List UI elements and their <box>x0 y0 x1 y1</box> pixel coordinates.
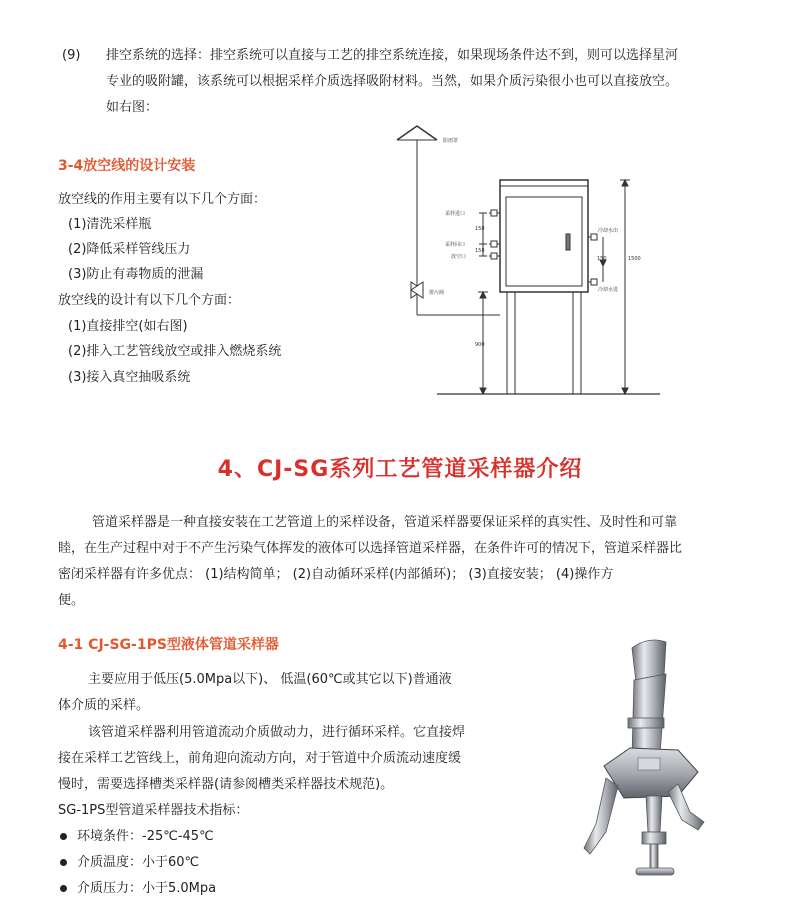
list-item: (3)接入真空抽吸系统 <box>68 370 191 385</box>
list-item: (1)清洗采样瓶 <box>68 217 152 232</box>
paragraph-line: 慢时，需要选择槽类采样器(请参阅槽类采样器技术规范)。 <box>58 777 394 792</box>
door-handle <box>566 234 570 250</box>
spec-heading: SG-1PS型管道采样器技术指标： <box>58 803 249 818</box>
list-item: (3)防止有毒物质的泄漏 <box>68 267 204 282</box>
paragraph-line: 睦，在生产过程中对于不产生污染气体挥发的液体可以选择管道采样器，在条件许可的情况下，管道采样器比 <box>58 541 683 556</box>
bullet-icon <box>60 885 67 892</box>
paragraph-line: 接在采样工艺管线上，前角迎向流动方向，对于管道中介质流动速度缓 <box>58 751 462 766</box>
pipeline-sampler-photo <box>566 636 736 886</box>
list-item: (2)排入工艺管线放空或排入燃烧系统 <box>68 344 282 359</box>
main-heading: 4、CJ-SG系列工艺管道采样器介绍 <box>217 457 583 482</box>
list-item: 介质压力：小于5.0Mpa <box>60 876 216 902</box>
label-sample-return: 采样回口 <box>445 242 466 248</box>
paragraph-line: 便。 <box>58 593 85 608</box>
dim-150-b: 150 <box>475 248 485 254</box>
paragraph-line: 体介质的采样。 <box>58 698 150 713</box>
list-item: 环境条件：-25℃-45℃ <box>60 824 214 850</box>
item-number: (9) <box>62 48 81 63</box>
list-item: (1)直接排空(如右图) <box>68 319 188 334</box>
label-cooling-in: 冷却水进 <box>598 287 619 293</box>
dim-150-a: 150 <box>475 226 485 232</box>
dim-150-c: 150 <box>597 256 607 262</box>
section-heading: 4-1 CJ-SG-1PS型液体管道采样器 <box>58 637 279 653</box>
vent-installation-diagram <box>385 120 675 410</box>
paragraph-line: 如右图： <box>106 100 159 115</box>
paragraph-line: 该管道采样器利用管道流动介质做动力，进行循环采样。它直接焊 <box>88 725 466 740</box>
label-sample-inlet: 采样进口 <box>445 211 466 217</box>
dim-1500: 1500 <box>628 256 641 262</box>
label-rain-cap: 防雨罩 <box>443 138 459 144</box>
paragraph-line: 管道采样器是一种直接安装在工艺管道上的采样设备，管道采样器要保证采样的真实性、及时性和可靠 <box>92 515 678 530</box>
paragraph-line: 密闭采样器有许多优点： (1)结构简单； (2)自动循环采样(内部循环)； (3)直接安装； (4)操作方 <box>58 567 614 582</box>
paragraph-line: 专业的吸附罐，该系统可以根据采样介质选择吸附材料。当然，如果介质污染很小也可以直接放空。 <box>106 74 679 89</box>
paragraph-line: 放空线的作用主要有以下几个方面： <box>58 192 267 207</box>
list-item: (2)降低采样管线压力 <box>68 242 191 257</box>
paragraph-line: 排空系统的选择：排空系统可以直接与工艺的排空系统连接，如果现场条件达不到，则可以选择星河 <box>106 48 679 63</box>
bullet-icon <box>60 859 67 866</box>
label-vent: 放空口 <box>451 254 467 260</box>
paragraph-line: 放空线的设计有以下几个方面： <box>58 293 241 308</box>
dim-900: 900 <box>475 342 485 348</box>
list-item: 介质温度：小于60℃ <box>60 850 199 876</box>
rain-cap <box>397 126 437 140</box>
paragraph-line: 主要应用于低压(5.0Mpa以下)、 低温(60℃或其它以下)普通液 <box>88 672 452 687</box>
section-heading: 3-4放空线的设计安装 <box>58 158 196 174</box>
label-cooling-out: 冷却水出 <box>598 228 619 234</box>
bullet-icon <box>60 833 67 840</box>
label-drain-valve: 排污阀 <box>429 290 445 296</box>
